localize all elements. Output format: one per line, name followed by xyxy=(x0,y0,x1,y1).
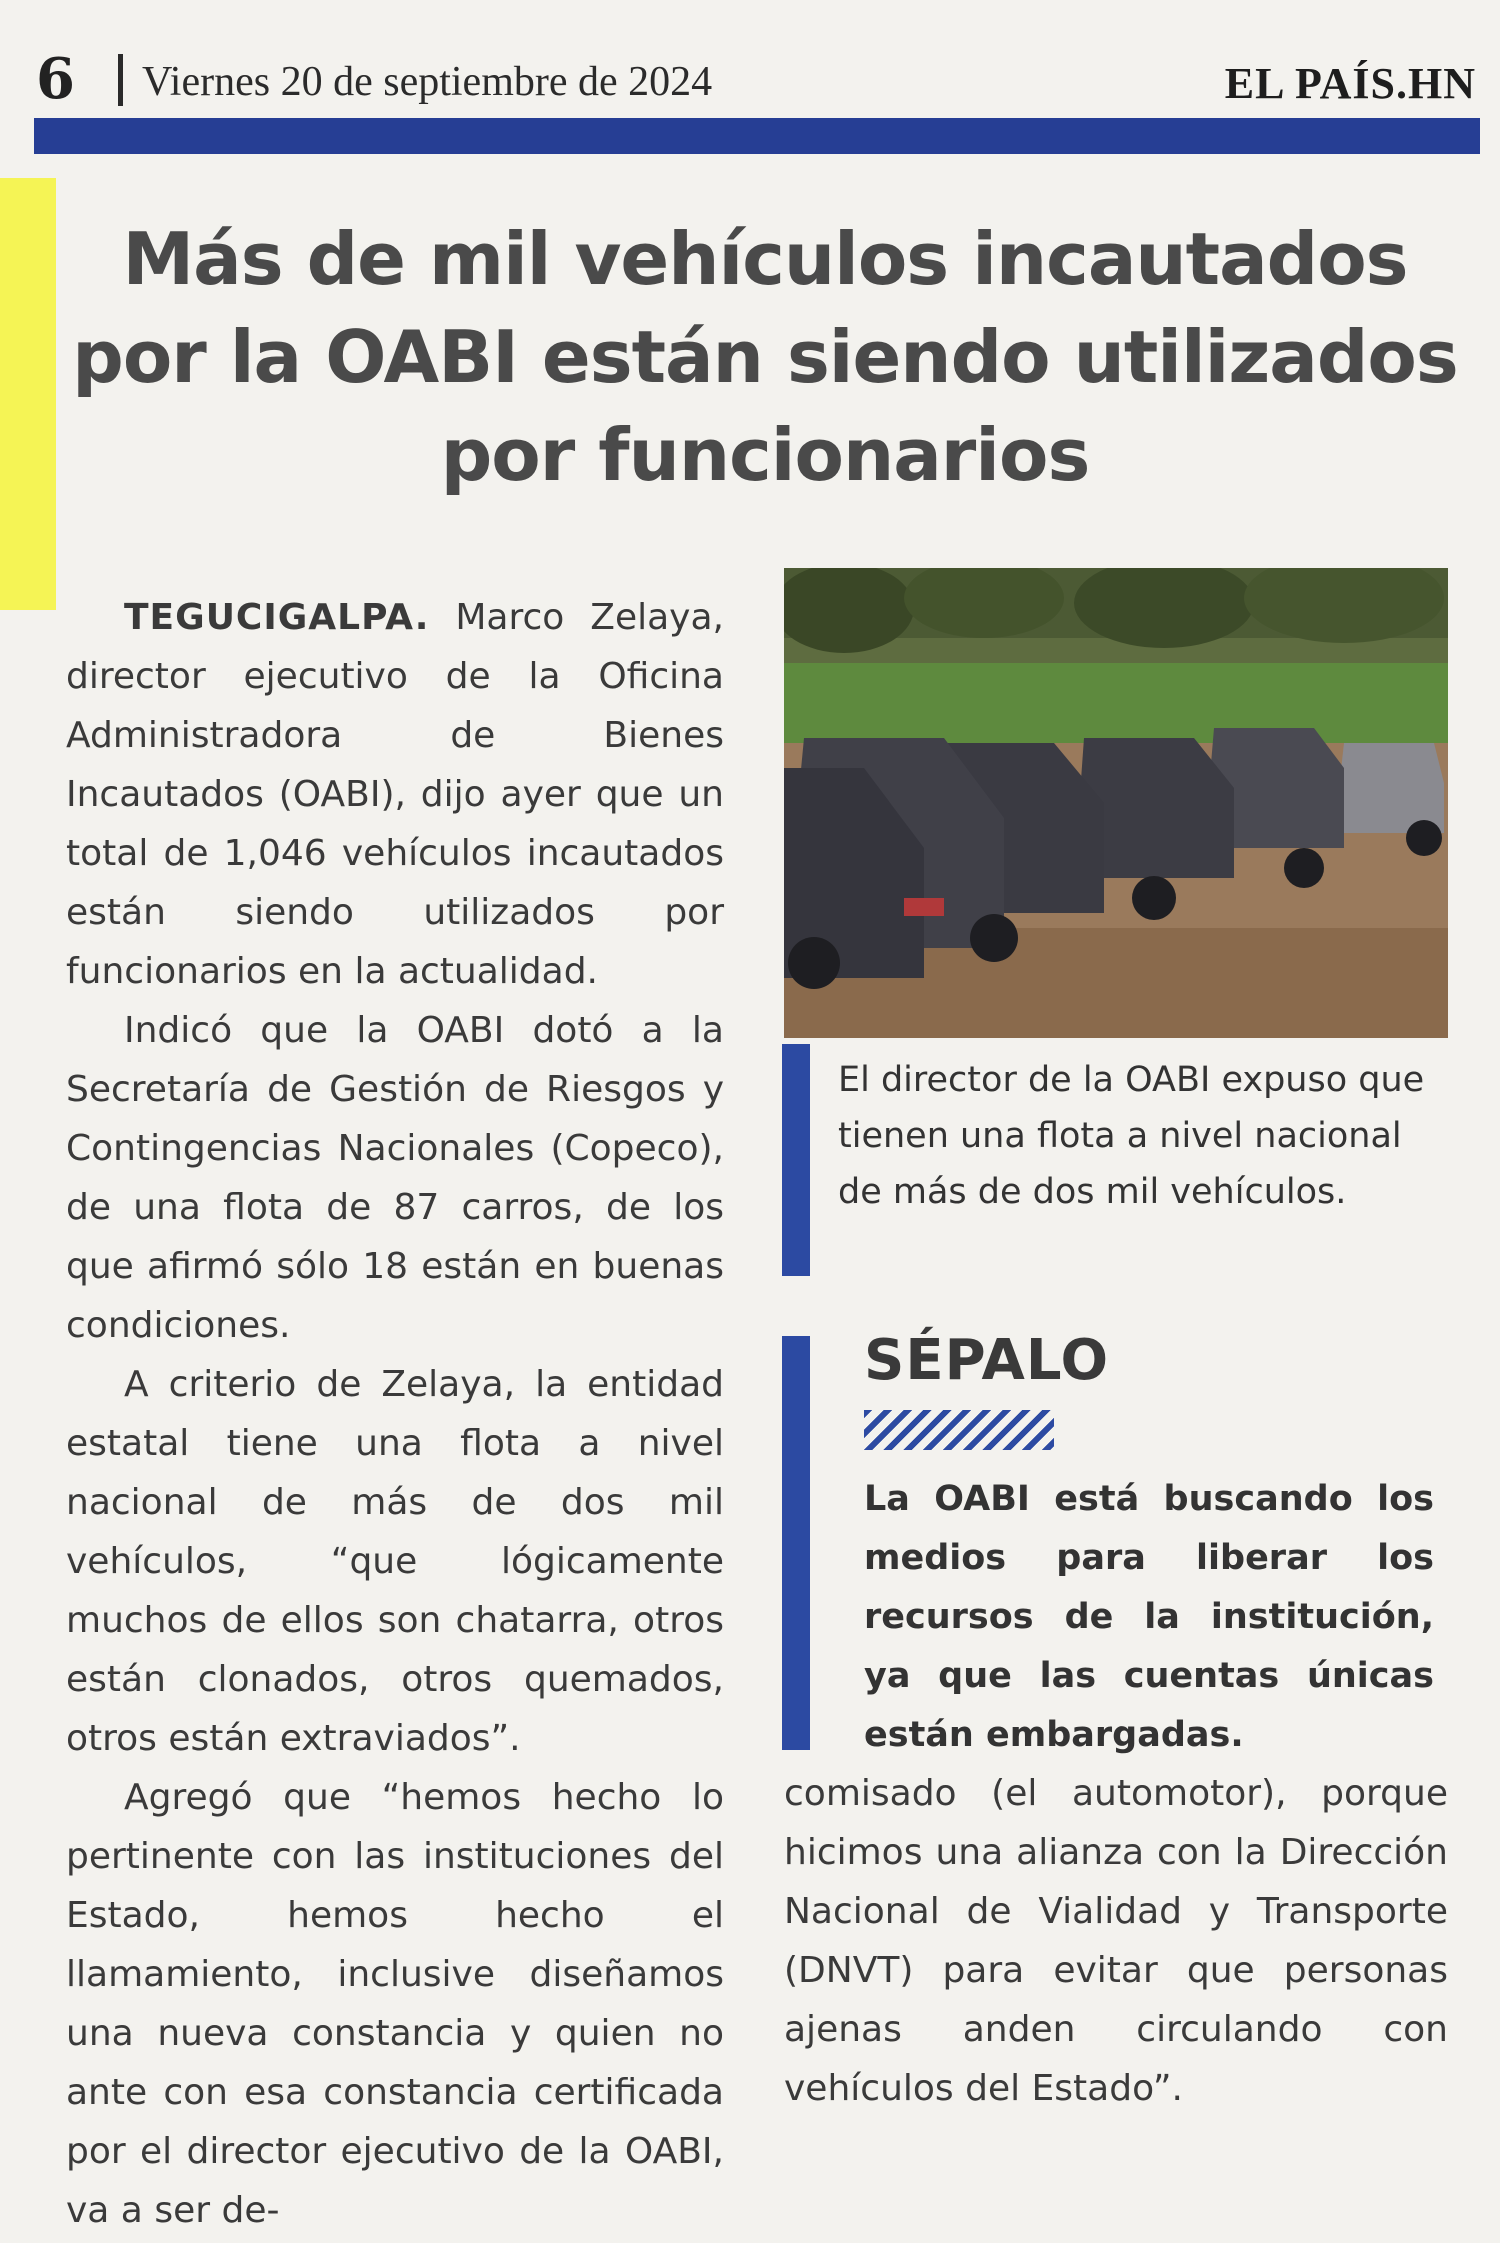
paragraph-text: Marco Zelaya, director ejecutivo de la Oficina Administradora de Bienes Incautados (OABI), dijo ayer que un total de 1,046 vehículos incautados están siendo utilizados por funcionarios en la actualidad. xyxy=(66,597,724,992)
sidebar-title: SÉPALO xyxy=(864,1328,1110,1393)
page-header xyxy=(0,40,1500,120)
sidebar-stripes xyxy=(864,1410,1054,1450)
dateline: TEGUCIGALPA. xyxy=(124,597,430,638)
issue-date: Viernes 20 de septiembre de 2024 xyxy=(142,59,713,105)
sidebar-accent-bar xyxy=(782,1336,810,1750)
newspaper-logo: EL PAÍS.HN xyxy=(1224,59,1476,108)
headline: Más de mil vehículos incautados por la OABI están siendo utilizados por funcionarios xyxy=(72,217,1458,497)
article-body-right xyxy=(784,1764,1448,2118)
caption-accent-bar xyxy=(782,1044,810,1276)
header-rule xyxy=(34,118,1480,154)
header-separator xyxy=(118,54,123,106)
paragraph: Indicó que la OABI dotó a la Secretaría de Gestión de Riesgos y Contingencias Nacionales (Copeco), de una flota de 87 carros, de los que afirmó sólo 18 están en buenas condiciones. xyxy=(66,1010,724,1346)
paragraph xyxy=(66,588,724,1001)
sidebar-body: La OABI está buscando los medios para liberar los recursos de la institución, ya que las cuentas únicas están embargadas. xyxy=(864,1479,1434,1755)
page-number: 6 xyxy=(36,46,75,112)
paragraph: A criterio de Zelaya, la entidad estatal tiene una flota a nivel nacional de más de dos mil vehículos, “que lógicamente muchos de ellos son chatarra, otros están clonados, otros quemados, otros están extraviados”. xyxy=(66,1364,724,1759)
paragraph: Agregó que “hemos hecho lo pertinente con las instituciones del Estado, hemos hecho el llamamiento, inclusive diseñamos una nueva constancia y quien no ante con esa constancia certificada por el director ejecutivo de la OABI, va a ser de- xyxy=(66,1777,724,2231)
highlighter-mark xyxy=(0,178,56,610)
article-body-left xyxy=(66,588,724,2240)
article-photo xyxy=(784,568,1448,1038)
photo-caption: El director de la OABI expuso que tienen una flota a nivel nacional de más de dos mil vehículos. xyxy=(838,1060,1425,1212)
paragraph: comisado (el automotor), porque hicimos una alianza con la Dirección Nacional de Vialidad y Transporte (DNVT) para evitar que personas ajenas anden circulando con vehículos del Estado”. xyxy=(784,1773,1448,2109)
